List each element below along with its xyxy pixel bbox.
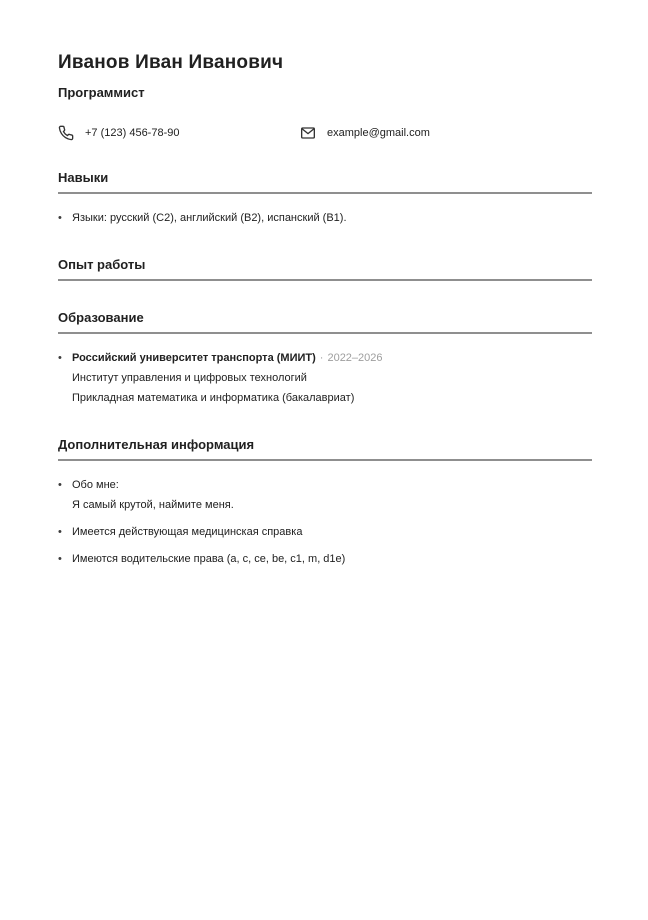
about-me-label: Обо мне: <box>72 479 119 491</box>
about-me-text: Я самый крутой, наймите меня. <box>72 499 234 511</box>
contacts-row <box>58 125 592 141</box>
medical-certificate-item <box>58 522 592 542</box>
skills-item-text: Языки: русский (С2), английский (В2), испанский (В1). <box>72 212 347 224</box>
phone-icon <box>58 125 74 141</box>
phone-contact <box>58 125 300 141</box>
section-additional-info <box>58 437 592 569</box>
bullet-dot: • <box>58 553 62 565</box>
skills-item <box>58 208 592 228</box>
education-item <box>58 348 592 408</box>
additional-info-heading: Дополнительная информация <box>58 437 592 461</box>
email-contact <box>300 125 430 141</box>
education-department: Институт управления и цифровых технологий <box>72 372 307 384</box>
bullet-dot: • <box>58 526 62 538</box>
experience-heading: Опыт работы <box>58 257 592 281</box>
bullet-dot: • <box>58 352 62 364</box>
education-organization: Российский университет транспорта (МИИТ) <box>72 352 316 364</box>
person-name: Иванов Иван Иванович <box>58 52 284 73</box>
section-education <box>58 310 592 408</box>
middot-separator: · <box>319 352 324 364</box>
driving-licence-text: Имеются водительские права (a, c, ce, be, c1, m, d1e) <box>72 553 346 565</box>
education-period: 2022–2026 <box>327 352 383 364</box>
skills-heading: Навыки <box>58 170 592 194</box>
phone-number: +7 (123) 456-78-90 <box>85 127 180 139</box>
bullet-dot: • <box>58 212 62 224</box>
section-experience <box>58 257 592 281</box>
job-title: Программист <box>58 85 145 100</box>
medical-certificate-text: Имеется действующая медицинская справка <box>72 526 303 538</box>
section-skills <box>58 170 592 228</box>
bullet-dot: • <box>58 479 62 491</box>
driving-licence-item <box>58 549 592 569</box>
envelope-icon <box>300 125 316 141</box>
education-headline <box>72 348 592 368</box>
about-me-item <box>58 475 592 515</box>
education-heading: Образование <box>58 310 592 334</box>
education-program: Прикладная математика и информатика (бакалавриат) <box>72 392 355 404</box>
email-address: example@gmail.com <box>327 127 430 139</box>
